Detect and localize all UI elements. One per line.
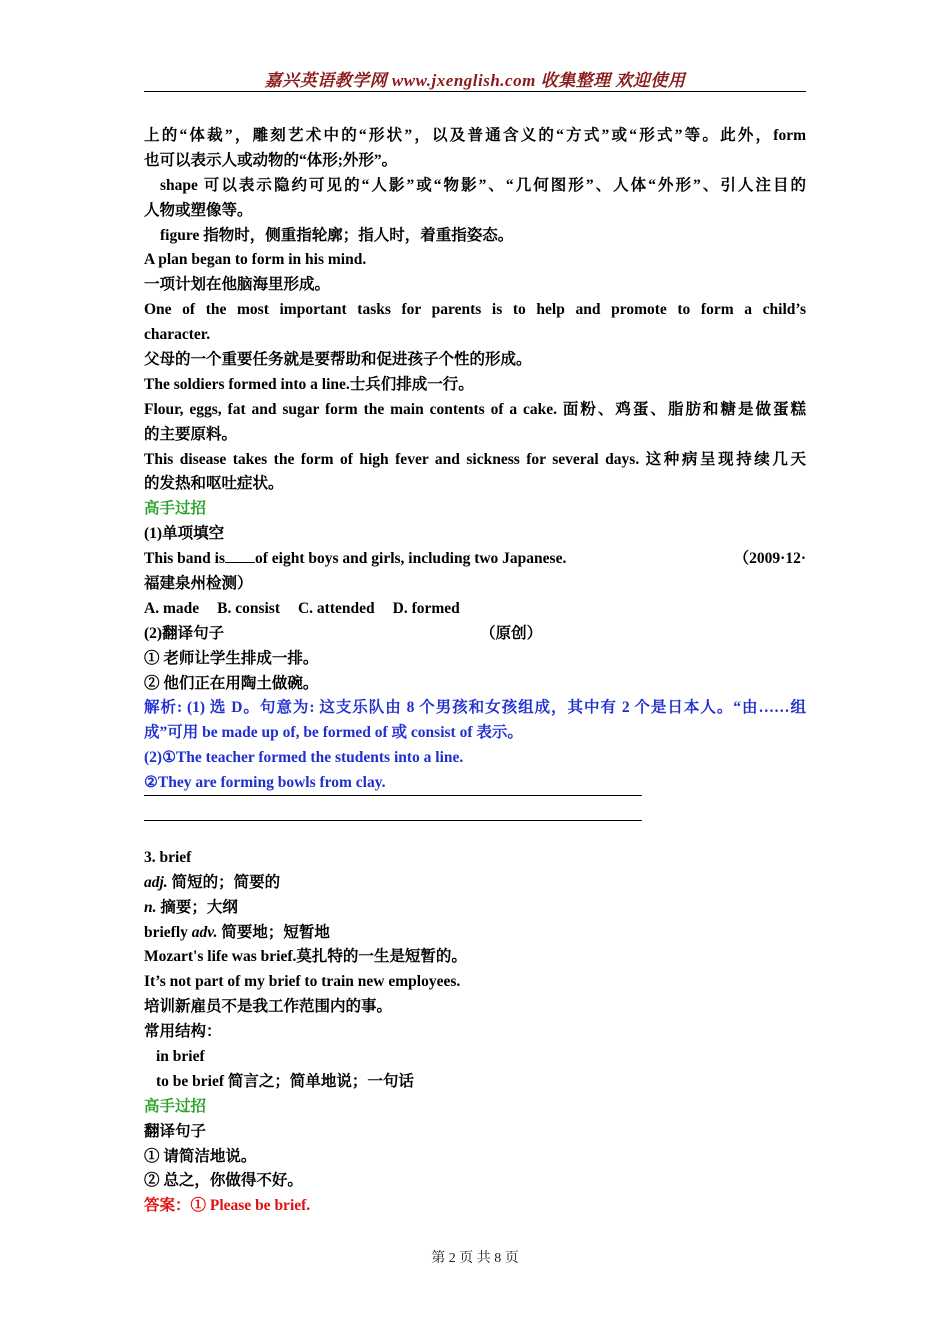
page-footer: 第 2 页 共 8 页 [431,1251,519,1266]
definition: adj. 简短的；简要的 [144,873,281,891]
option-d: D. formed [392,599,460,617]
exercise-title: 翻译句子 [144,1122,207,1140]
text-line: 也可以表示人或动物的“体形;外形”。 [144,151,398,169]
spacer [144,821,806,846]
header-divider [144,91,806,92]
page-header: 嘉兴英语教学网 www.jxenglish.com 收集整理 欢迎使用 [264,71,686,90]
phrase: to be brief 简言之；简单地说；一句话 [156,1072,414,1090]
option-a: A. made [144,599,200,617]
analysis: 解析: (1) 选 D。句意为: 这支乐队由 8 个男孩和女孩组成，其中有 2 个是日本人。“由……组 [144,699,806,717]
exercise-item: ① 请简洁地说。 [144,1147,257,1165]
translation: 一项计划在他脑海里形成。 [144,276,331,294]
text-line: shape 可以表示隐约可见的“人影”或“物影”、“几何图形”、人体“外形”、引人注目的 [160,176,806,194]
exercise-title: (1)单项填空 [144,525,225,543]
question-text: This band is of eight boys and girls, including two Japanese. [144,550,567,568]
divider-line [144,796,806,821]
option-b: B. consist [217,599,280,617]
example-sentence: A plan began to form in his mind. [144,251,367,269]
document-body [144,124,806,1219]
subheading: 常用结构： [144,1023,222,1041]
option-c: C. attended [297,599,375,617]
translation: 培训新雇员不是我工作范围内的事。 [144,998,393,1016]
example-sentence: character. [144,326,211,344]
exercise-item: ② 总之，你做得不好。 [144,1172,303,1190]
answer-line: ②They are forming bowls from clay. [144,771,806,796]
answer-options [144,597,806,622]
word-heading: 3. brief [144,848,192,866]
analysis: 成”可用 be made up of, be formed of 或 consist of 表示。 [144,724,523,742]
translation: 的主要原料。 [144,425,238,443]
answer-line: (2)①The teacher formed the students into a line. [144,749,464,767]
translation: 的发热和呕吐症状。 [144,475,284,493]
exercise-title: (2)翻译句子 （原创） [144,624,543,642]
question-source-cont: 福建泉州检测） [144,575,253,593]
definition: briefly adv. 简要地；短暂地 [144,923,330,941]
section-heading: 高手过招 [144,500,207,518]
definition: n. 摘要；大纲 [144,898,238,916]
exercise-item: ① 老师让学生排成一排。 [144,649,319,667]
text-line: 人物或塑像等。 [144,201,253,219]
text-line: 上的“体裁”，雕刻艺术中的“形状”，以及普通含义的“方式”或“形式”等。此外，form [144,127,806,144]
exercise-question [144,547,806,572]
translation: 父母的一个重要任务就是要帮助和促进孩子个性的形成。 [144,351,532,369]
example-sentence: Flour, eggs, fat and sugar form the main contents of a cake. 面粉、鸡蛋、脂肪和糖是做蛋糕 [144,400,806,418]
exercise-item: ② 他们正在用陶土做碗。 [144,674,319,692]
phrase: in brief [156,1047,205,1065]
example-sentence: This disease takes the form of high fever and sickness for several days. 这种病呈现持续几天 [144,450,806,468]
example-sentence: Mozart's life was brief.莫扎特的一生是短暂的。 [144,948,467,966]
section-heading: 高手过招 [144,1097,207,1115]
example-sentence: The soldiers formed into a line.士兵们排成一行。 [144,375,474,393]
example-sentence: One of the most important tasks for parents is to help and promote to form a child’s [144,301,806,319]
answer-line: 答案：① Please be brief. [144,1197,311,1215]
answer-blank [225,548,255,563]
text-line: figure 指物时，侧重指轮廓；指人时，着重指姿态。 [160,226,514,244]
example-sentence: It’s not part of my brief to train new employees. [144,973,461,991]
question-source: （2009·12· [733,550,806,568]
